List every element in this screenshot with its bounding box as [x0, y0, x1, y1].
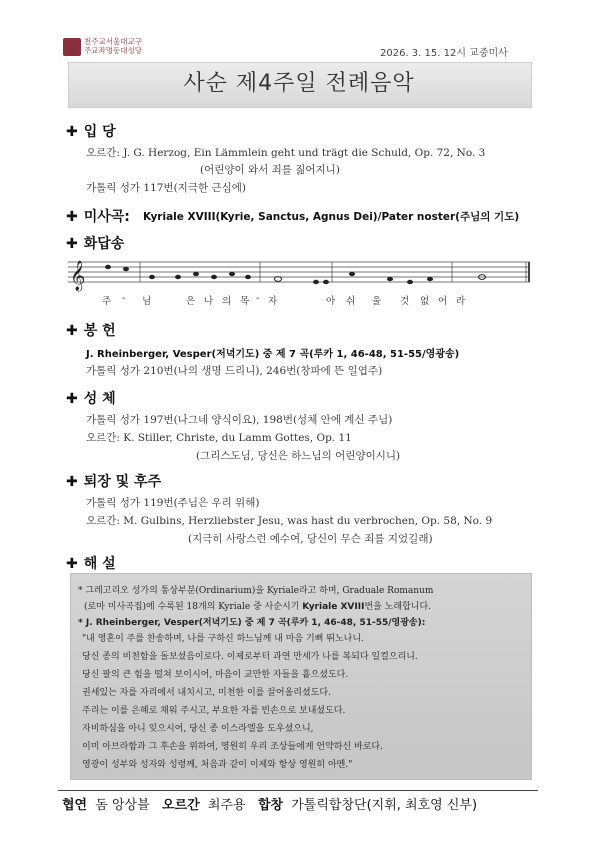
recessional-organ: 오르간: M. Gulbins, Herzliebster Jesu, was hast du verbrochen, Op. 58, No. 9: [86, 515, 493, 527]
recessional-organ-translation: (지극히 사랑스런 예수여, 당신이 무슨 죄를 지었길래): [188, 533, 433, 545]
commentary-verse: 영광이 성부와 성자와 성령께, 처음과 같이 이제와 항상 영원히 아멘.": [82, 760, 353, 770]
parish-logo-text: 천주교서울대교구 주교좌명동대성당: [84, 37, 142, 55]
cross-icon: ✚: [66, 556, 78, 572]
communion-organ: 오르간: K. Stiller, Christe, du Lamm Gottes, Op. 11: [86, 432, 352, 444]
recessional-hymn: 가톨릭 성가 119번(주님은 우리 위해): [86, 497, 260, 509]
commentary-line-2: (로마 미사곡집)에 수록된 18개의 Kyriale 중 사순시기 Kyriale XVIII번을 노래합니다.: [84, 602, 432, 612]
commentary-verse: "내 영혼이 주를 찬송하며, 나를 구하신 하느님께 내 마음 기뻐 뛰노나니.: [82, 634, 364, 644]
footer-cantor-label: 협연: [62, 798, 88, 813]
footer-cantor: 돔 앙상블: [95, 798, 150, 813]
section-recessional-heading: ✚ 퇴장 및 후주: [66, 474, 162, 490]
footer-choir: 가톨릭합창단(지휘, 최호영 신부): [291, 798, 478, 813]
svg-text:𝄞: 𝄞: [70, 261, 86, 291]
section-commentary-heading: ✚ 해 설: [66, 556, 116, 572]
commentary-verse: 이미 아브라함과 그 후손을 위하여, 영원히 우리 조상들에게 언약하신 바로다.: [82, 742, 383, 752]
entrance-organ-translation: (어린양이 와서 죄를 짊어지니): [200, 164, 340, 176]
parish-logo: [63, 38, 81, 56]
cross-icon: ✚: [66, 236, 78, 252]
entrance-organ: 오르간: J. G. Herzog, Ein Lämmlein geht und trägt die Schuld, Op. 72, No. 3: [86, 147, 486, 159]
commentary-verse: 당신 종의 비천함을 돌보셨음이로다. 이제로부터 과연 만세가 나를 복되다 일컬으리니.: [82, 652, 418, 662]
commentary-verse: 주리는 이를 은혜로 채워 주시고, 부요한 자를 빈손으로 보내셨도다.: [82, 706, 346, 716]
page-title: 사순 제4주일 전례음악: [183, 71, 415, 96]
cross-icon: ✚: [66, 124, 78, 140]
commentary-verse: 권세있는 자를 자리에서 내치시고, 미천한 이를 끌어올리셨도다.: [82, 688, 331, 698]
section-offertory-heading: ✚ 봉 헌: [66, 323, 116, 339]
footer-organ-label: 오르간: [162, 798, 200, 813]
commentary-verse: 자비하심을 아니 잊으시어, 당신 종 이스라엘을 도우셨으니,: [82, 724, 314, 734]
commentary-line-3: * J. Rheinberger, Vesper(저녁기도) 중 제 7 곡(루카 1, 46-48, 51-55/영광송):: [78, 618, 426, 628]
mass-setting: Kyriale XVIII(Kyrie, Sanctus, Agnus Dei)/Pater noster(주님의 기도): [143, 211, 520, 223]
footer-choir-label: 합창: [257, 798, 284, 813]
section-entrance-heading: ✚ 입 당: [66, 124, 116, 140]
psalm-music-staff: [64, 254, 534, 294]
offertory-piece: J. Rheinberger, Vesper(저녁기도) 중 제 7 곡(루카 1, 46-48, 51-55/영광송): [86, 349, 460, 360]
footer-divider: [58, 790, 538, 791]
cross-icon: ✚: [66, 474, 78, 490]
cross-icon: ✚: [66, 323, 78, 339]
cross-icon: ✚: [66, 391, 78, 407]
section-psalm-heading: ✚ 화답송: [66, 236, 125, 252]
footer-credits: [62, 794, 532, 813]
section-communion-heading: ✚ 성 체: [66, 391, 116, 407]
entrance-hymn: 가톨릭 성가 117번(지극한 근심에): [86, 182, 246, 194]
offertory-hymn: 가톨릭 성가 210번(나의 생명 드리니), 246번(창파에 뜬 일엽주): [86, 365, 383, 377]
commentary-verse: 당신 팔의 큰 힘을 떨쳐 보이시어, 마음이 교만한 자들을 흩으셨도다.: [82, 670, 349, 680]
section-mass-heading: ✚ 미사곡:: [66, 209, 130, 225]
footer-organ: 최주용: [207, 798, 246, 813]
cross-icon: ✚: [66, 209, 78, 225]
communion-hymn: 가톨릭 성가 197번(나그네 양식이요), 198번(성체 안에 계신 주님): [86, 414, 393, 426]
communion-organ-translation: (그리스도님, 당신은 하느님의 어린양이시니): [196, 450, 401, 462]
mass-date: 2026. 3. 15. 12시 교중미사: [380, 48, 508, 59]
commentary-line-1: * 그레고리오 성가의 통상부분(Ordinarium)을 Kyriale라고 하며, Graduale Romanum: [78, 586, 434, 596]
